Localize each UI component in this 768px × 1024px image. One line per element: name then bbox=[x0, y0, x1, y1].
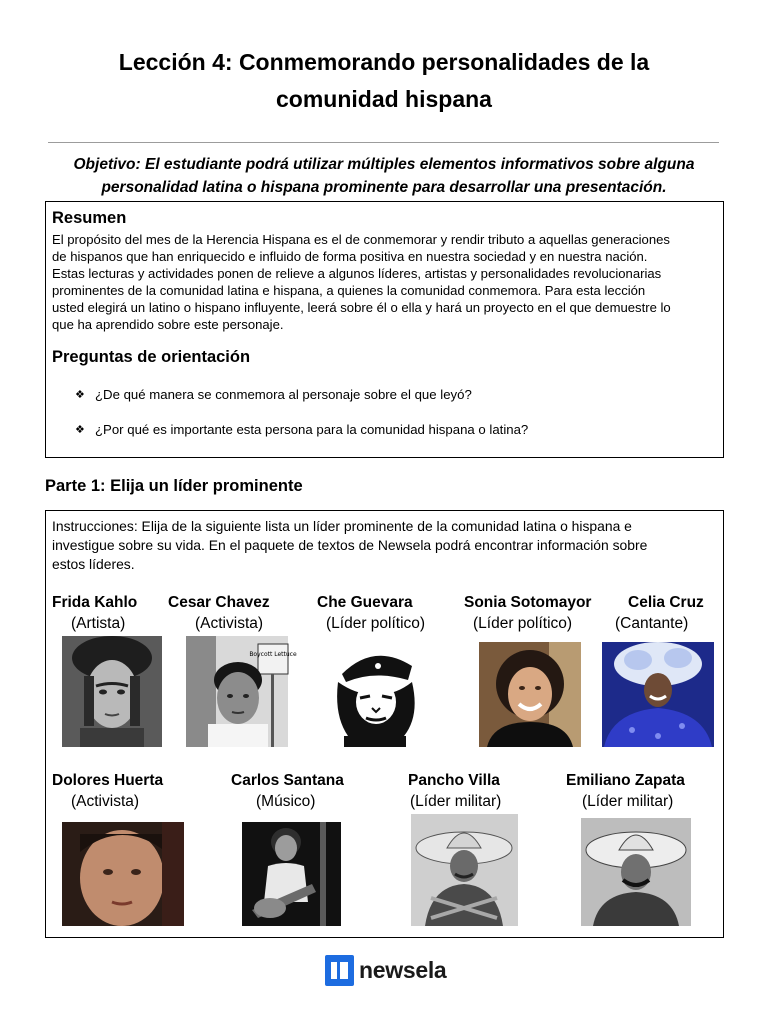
cesar-chavez-photo bbox=[186, 636, 297, 747]
dolores-huerta-photo bbox=[62, 822, 184, 926]
pregunta-text: ¿Por qué es importante esta persona para la comunidad hispana o latina? bbox=[95, 422, 529, 437]
parte1-heading: Parte 1: Elija un líder prominente bbox=[45, 477, 303, 495]
leader-role-pancho-villa: (Líder militar) bbox=[410, 793, 502, 810]
celia-cruz-photo bbox=[602, 642, 714, 747]
newsela-logo-icon bbox=[325, 955, 354, 986]
leader-name-pancho-villa: Pancho Villa bbox=[408, 772, 500, 789]
leader-role-cesar-chavez: (Activista) bbox=[195, 615, 264, 632]
instrucciones-line: investigue sobre su vida. En el paquete de textos de Newsela podrá encontrar información sobre bbox=[52, 537, 648, 553]
instrucciones-line: Instrucciones: Elija de la siguiente lista un líder prominente de la comunidad latina o hispana e bbox=[52, 518, 632, 534]
leader-role-che-guevara: (Líder político) bbox=[326, 615, 426, 632]
page-title-line-2: comunidad hispana bbox=[276, 86, 492, 112]
diamond-bullet-icon: ❖ bbox=[75, 388, 85, 401]
resumen-text bbox=[52, 231, 714, 334]
newsela-logo bbox=[325, 955, 446, 986]
leader-name-che-guevara: Che Guevara bbox=[317, 594, 413, 611]
preguntas-heading: Preguntas de orientación bbox=[52, 348, 251, 366]
diamond-bullet-icon: ❖ bbox=[75, 423, 85, 436]
sonia-sotomayor-photo bbox=[479, 642, 581, 747]
resumen-line: usted elegirá un latino o hispano influyente, leerá sobre él o ella y hará un proyecto en el que demuestre lo bbox=[52, 300, 671, 316]
instrucciones-line: estos líderes. bbox=[52, 556, 135, 572]
emiliano-zapata-photo bbox=[581, 818, 691, 926]
page-title-line-1: Lección 4: Conmemorando personalidades de la bbox=[118, 49, 650, 75]
boycott-sign-text: Boycott Lettuce bbox=[249, 651, 297, 658]
leader-role-celia-cruz: (Cantante) bbox=[615, 615, 689, 632]
leader-name-emiliano-zapata: Emiliano Zapata bbox=[566, 772, 685, 789]
leader-name-dolores-huerta: Dolores Huerta bbox=[52, 772, 164, 789]
frida-kahlo-photo bbox=[62, 636, 162, 747]
pregunta-item bbox=[75, 387, 472, 402]
resumen-line: El propósito del mes de la Herencia Hispana es el de conmemorar y rendir tributo a aquellas generaciones bbox=[52, 232, 670, 247]
instrucciones bbox=[52, 517, 714, 574]
pregunta-item bbox=[75, 422, 528, 437]
leader-name-sonia-sotomayor: Sonia Sotomayor bbox=[464, 594, 592, 611]
leader-role-emiliano-zapata: (Líder militar) bbox=[582, 793, 674, 810]
leader-name-carlos-santana: Carlos Santana bbox=[231, 772, 344, 789]
resumen-line: Estas lecturas y actividades ponen de relieve a algunos líderes, artistas y personalidades revolucionarias bbox=[52, 266, 662, 282]
che-guevara-photo bbox=[324, 636, 426, 747]
objective-line-1: Objetivo: El estudiante podrá utilizar múltiples elementos informativos sobre alguna bbox=[73, 156, 695, 173]
pregunta-text: ¿De qué manera se conmemora al personaje sobre el que leyó? bbox=[95, 387, 472, 402]
resumen-heading: Resumen bbox=[52, 209, 127, 227]
title-divider bbox=[48, 142, 719, 143]
pancho-villa-photo bbox=[411, 814, 518, 926]
objective bbox=[40, 153, 728, 199]
leader-name-frida-kahlo: Frida Kahlo bbox=[52, 594, 138, 611]
leader-role-sonia-sotomayor: (Líder político) bbox=[473, 615, 573, 632]
resumen-line: que ha aprendido sobre este personaje. bbox=[52, 317, 284, 333]
resumen-line: prominentes de la comunidad latina e hispana, a quienes la comunidad conmemora. Para esta lección bbox=[52, 283, 646, 299]
newsela-wordmark: newsela bbox=[359, 957, 447, 983]
leader-name-celia-cruz: Celia Cruz bbox=[628, 594, 704, 611]
leader-role-frida-kahlo: (Artista) bbox=[71, 615, 126, 632]
leader-name-cesar-chavez: Cesar Chavez bbox=[168, 594, 270, 611]
objective-line-2: personalidad latina o hispana prominente para desarrollar una presentación. bbox=[101, 179, 667, 196]
resumen-line: de hispanos que han enriquecido e influido de forma positiva en nuestra sociedad y en nuestra nación. bbox=[52, 249, 648, 265]
carlos-santana-photo bbox=[242, 822, 341, 926]
page-title bbox=[40, 44, 728, 118]
leader-role-dolores-huerta: (Activista) bbox=[71, 793, 140, 810]
leader-role-carlos-santana: (Músico) bbox=[256, 793, 316, 810]
